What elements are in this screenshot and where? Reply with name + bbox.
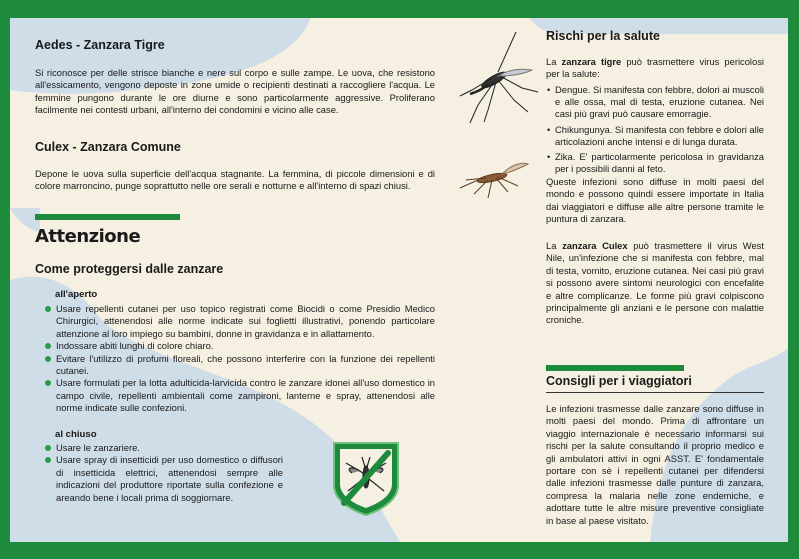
culex-text: Depone le uova sulla superficie dell'acqua stagnante. La femmina, di piccole dimensioni e di colore marroncino, punge soprattutto nelle ore serali e notturne e all'interno di spazi chiusi. (35, 168, 435, 192)
list-item: Usare le zanzariere. (45, 442, 283, 454)
protect-title: Come proteggersi dalle zanzare (35, 262, 224, 276)
disease-list (546, 84, 764, 178)
culex-title: Culex - Zanzara Comune (35, 140, 181, 154)
travel-divider (546, 365, 684, 371)
culex-risk-text: La zanzara Culex può trasmettere il virus West Nile, un'infezione che si manifesta con febbre, mal di testa, vomito, eruzione cutanea. Nei casi più gravi si possono avere sintomi neurologici con encefalite e altre complicanze. Le forme più gravi colpiscono principalmente gli anziani e le persone con malattie croniche. (546, 240, 764, 326)
tiger-mosquito-icon (458, 30, 540, 125)
aedes-title: Aedes - Zanzara Tigre (35, 38, 165, 52)
page-paper (10, 18, 788, 542)
travel-underline (546, 392, 764, 393)
common-mosquito-icon (458, 158, 530, 200)
list-item: Usare spray di insetticidi per uso domestico o diffusori di insetticida elettrici, attenendosi sempre alle indicazioni del produttore riportate sulla confezione e areando bene i locali prima di soggiornare. (45, 454, 283, 504)
indoor-subtitle: al chiuso (55, 429, 97, 440)
outdoor-list (45, 303, 435, 415)
list-item: • Chikungunya. Si manifesta con febbre e dolori alle articolazioni anche intensi e di lunga durata. (546, 124, 764, 148)
infections-text: Queste infezioni sono diffuse in molti paesi del mondo e possono quindi essere importate in Italia dai viaggiatori e diffuse alle altre persone tramite le puntura di zanzara. (546, 176, 764, 225)
list-item: • Dengue. Si manifesta con febbre, dolori ai muscoli e alle ossa, mal di testa, eruzione cutanea. Nei casi più gravi può causare emorragie. (546, 84, 764, 121)
outdoor-subtitle: all'aperto (55, 289, 98, 300)
list-item: Indossare abiti lunghi di colore chiaro. (45, 340, 435, 352)
list-item: Usare repellenti cutanei per uso topico registrati come Biocidi o come Presidio Medico Chirurgici, attenendosi alle norme indicate sui foglietti illustrativi, ponendo particolare attenzione al loro impiego su bambini, donne in gravidanza e in allattamento. (45, 303, 435, 340)
travel-text: Le infezioni trasmesse dalle zanzare sono diffuse in molti paesi del mondo. Prima di affrontare un viaggio internazionale è necessario informarsi sui rischi per la salute consultando il proprio medico e gli ambulatori attivi in ogni ASST. E' fondamentale portare con sè i repellenti cutanei per difendersi dalle infezioni trasmesse dalle punture di zanzara, compresa la malaria nelle zone endemiche, e adottare tutte le altre misure preventive consigliate in base al paese visitato. (546, 403, 764, 526)
attention-heading: Attenzione (35, 226, 141, 247)
list-item: Usare formulati per la lotta adulticida-larvicida contro le zanzare idonei all'uso domestico in campo civile, repellenti ambientali come zampironi, lanterne e spray, attenendosi alle norme indicate sulle confezioni. (45, 377, 435, 414)
indoor-list (45, 442, 283, 504)
no-mosquito-shield-icon (332, 441, 400, 517)
list-item: • Zika. E' particolarmente pericolosa in gravidanza per i possibili danni al feto. (546, 151, 764, 175)
aedes-text: Si riconosce per delle strisce bianche e nere sul corpo e sulle zampe. Le uova, che resistono all'essicamento, vengono deposte in zone umide o recipienti destinati a raccogliere l'acqua. Le femmine pungono durante le ore diurne e sono particolarmente aggressive. Proliferano facilmente nei contesti urbani, all'interno dei condomini e vicino alle case. (35, 67, 435, 116)
list-item: Evitare l'utilizzo di profumi floreali, che possono interferire con la funzione dei repellenti cutanei. (45, 353, 435, 378)
risks-title: Rischi per la salute (546, 29, 660, 43)
travel-title: Consigli per i viaggiatori (546, 374, 692, 388)
attention-divider (35, 214, 180, 220)
tigre-intro: La zanzara tigre può trasmettere virus pericolosi per la salute: (546, 56, 764, 80)
